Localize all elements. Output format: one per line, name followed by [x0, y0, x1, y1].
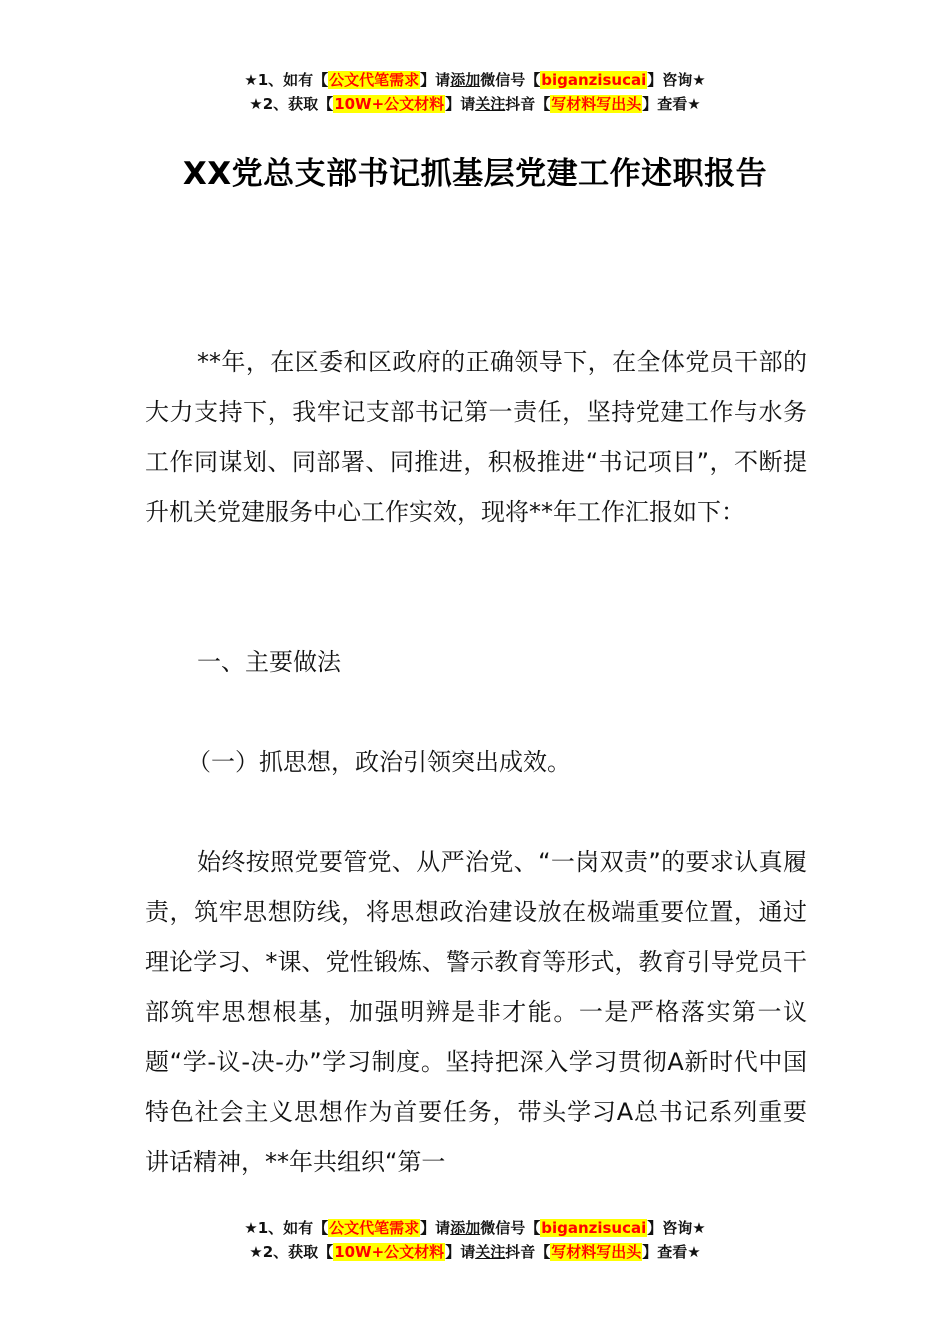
- highlight-wechat-id: biganzisucai: [541, 1219, 647, 1237]
- banner-line-1: ★1、如有【公文代笔需求】请添加微信号【biganzisucai】咨询★: [244, 1219, 706, 1237]
- section-heading: 一、主要做法: [197, 648, 341, 676]
- highlight-douyin-account: 写材料写出头: [551, 95, 642, 113]
- underlined-word: 添加: [450, 71, 481, 89]
- document-title: XX党总支部书记抓基层党建工作述职报告: [182, 156, 768, 192]
- highlight-service: 公文代笔需求: [329, 71, 420, 89]
- subsection-heading: （一）抓思想，政治引领突出成效。: [187, 748, 571, 776]
- underlined-word: 添加: [450, 1219, 481, 1237]
- highlight-wechat-id: biganzisucai: [541, 71, 647, 89]
- footer-banner: [0, 1216, 950, 1264]
- banner-line-1: ★1、如有【公文代笔需求】请添加微信号【biganzisucai】咨询★: [244, 71, 706, 89]
- highlight-materials: 10W+公文材料: [334, 95, 445, 113]
- header-banner: [0, 68, 950, 116]
- banner-line-2: ★2、获取【10W+公文材料】请关注抖音【写材料写出头】查看★: [249, 95, 701, 113]
- underlined-word: 关注: [475, 95, 506, 113]
- intro-paragraph: **年，在区委和区政府的正确领导下，在全体党员干部的大力支持下，我牢记支部书记第一责任，坚持党建工作与水务工作同谋划、同部署、同推进，积极推进“书记项目”，不断提升机关党建服务中心工作实效，现将**年工作汇报如下：: [145, 348, 807, 526]
- highlight-service: 公文代笔需求: [329, 1219, 420, 1237]
- highlight-materials: 10W+公文材料: [334, 1243, 445, 1261]
- highlight-douyin-account: 写材料写出头: [551, 1243, 642, 1261]
- body-paragraph: 始终按照党要管党、从严治党、“一岗双责”的要求认真履责，筑牢思想防线，将思想政治建设放在极端重要位置，通过理论学习、*课、党性锻炼、警示教育等形式，教育引导党员干部筑牢思想根基，加强明辨是非才能。一是严格落实第一议题“学-议-决-办”学习制度。坚持把深入学习贯彻A新时代中国特色社会主义思想作为首要任务，带头学习A总书记系列重要讲话精神，**年共组织“第一: [145, 848, 807, 1176]
- underlined-word: 关注: [475, 1243, 506, 1261]
- banner-line-2: ★2、获取【10W+公文材料】请关注抖音【写材料写出头】查看★: [249, 1243, 701, 1261]
